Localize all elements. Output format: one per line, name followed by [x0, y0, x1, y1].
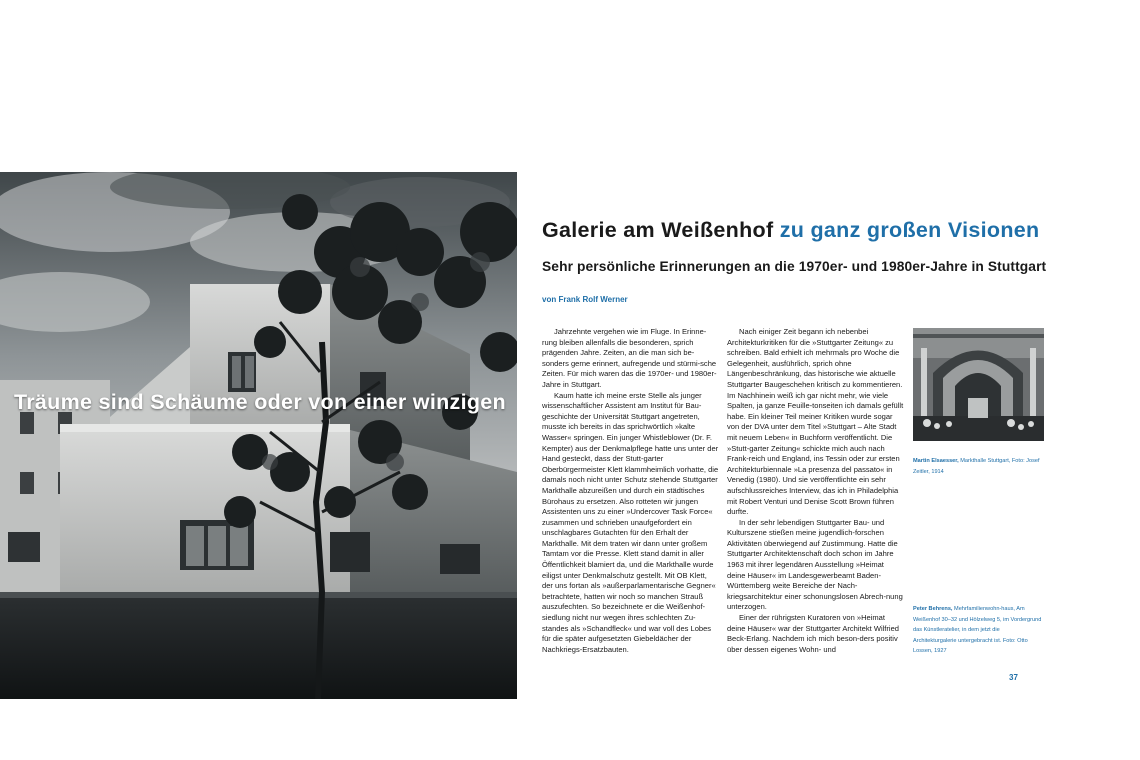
caption-architect: Peter Behrens,: [913, 606, 953, 612]
paragraph: Nach einiger Zeit begann ich nebenbei Architekturkritiken für die »Stuttgarter Zeitung« zu schreiben. Bald erhielt ich mehrmals pro Woche die Gelegenheit, ausführlich, sprich ohne Längenbeschränkung, das historische wie aktuelle Stuttgarter Baugeschehen kritisch zu kommentieren. Im Nachhinein weiß ich gar nicht mehr, wie viele Spalten, ja ganze Feuille-tonseiten ich damals gefüllt habe. Ein kleiner Teil meiner Kritiken wurde sogar von der DVA unter dem Titel »Stuttgart – Alte Stadt mit neuem Leben« in Buchform veröffentlicht. Die »Stutt-garter Zeitung« schickte mich auch nach Frank-reich und England, ins Tessin oder zur ersten Architekturbiennale »La presenza del passato« in Venedig (1980). Und sie veröffentlichte ein sehr aufschlussreiches Interview, das ich in Philadelphia mit Robert Venturi und Denise Scott Brown führen durfte.: [727, 327, 904, 517]
paragraph: Kaum hatte ich meine erste Stelle als junger wissenschaftlicher Assistent am Institut für Bau-geschichte der Universität Stuttgart angetreten, musste ich bereits in das sprichwörtlich »kalte Wasser« springen. Ein junger Whistleblower (Dr. F. Kempter) aus der Denkmalpflege hatte uns unter der Hand gesteckt, dass der Stutt-garter Oberbürgermeister Klett klammheimlich vorhatte, die damals noch nicht unter Schutz stehende Stuttgarter Markthalle abzureißen und durch ein städtisches Bürohaus zu ersetzen. Also rotteten wir jungen Assistenten uns zu einer »Undercover Task Force« zusammen und schrieben unaufgefordert ein unschlagbares Gutachten für den Erhalt der Markthalle. Mit dem traten wir dann unter großem Tamtam vor die Presse. Klett stand damit in aller Öffentlichkeit blamiert da, und die Markthalle wurde eiligst unter Denkmalschutz gestellt. Mit OB Klett, der uns fortan als »außerparlamentarische Gegner« betrachtete, hatten wir noch so manchen Strauß auszufechten. So bezeichnete er die Weißenhof-siedlung nicht nur wegen ihres schlechten Zu-standes als »Schandfleck« und war voll des Lobes für die später aufgesetzten Giebeldächer der Nachkriegs-Ersatzbauten.: [542, 390, 719, 654]
building-photo-illustration: [0, 172, 517, 699]
caption-architect: Martin Elsaesser,: [913, 458, 959, 464]
headline-right-accent: zu ganz großen Visionen: [779, 218, 1040, 242]
author-byline: von Frank Rolf Werner: [542, 295, 628, 304]
caption-behrens: [913, 604, 1043, 657]
weissenhof-photo: [0, 172, 517, 699]
article-subtitle: Sehr persönliche Erinnerungen an die 1970er- und 1980er-Jahre in Stuttgart: [542, 259, 1047, 274]
headline-left-part: Träume sind Schäume oder von einer winzigen: [14, 390, 506, 414]
caption-markthalle: [913, 456, 1043, 477]
caption-text: Markthalle Stuttgart, Foto: Josef Zeitler, 1914: [913, 458, 1040, 475]
paragraph: In der sehr lebendigen Stuttgarter Bau- und Kulturszene stießen meine jugendlich-forschen Aktivitäten überwiegend auf Zustimmung. Hatte die Stuttgarter Architektenschaft doch schon im Jahre 1963 mit ihrer legendären Ausstellung »Heimat deine Häuser« im Landesgewerbeamt Baden-Württemberg weite Bereiche der Nach-kriegsarchitektur einer schonungslosen Abrech-nung unterzogen.: [727, 517, 903, 612]
caption-text: Mehrfamilienwohn-haus, Am Weißenhof 30–32 und Hölzelweg 5, im Vordergrund das Künstleratelier, in dem jetzt die Architekturgalerie untergebracht ist. Foto: Otto Lossen, 1927: [913, 606, 1042, 655]
text-column-1: [542, 327, 719, 655]
markthalle-illustration: [913, 328, 1044, 441]
paragraph: Jahrzehnte vergehen wie im Fluge. In Erinne-rung bleiben allenfalls die besonderen, sprich prägenden Jahre. Zeiten, an die man sich be-sonders gerne erinnert, aufregende und stürmi-sche Zeiten. Für mich waren das die 1970er- und 1980er-Jahre in Stuttgart.: [542, 327, 717, 389]
headline-right-plain: Galerie am Weißenhof: [542, 218, 774, 242]
text-column-2: [727, 327, 904, 655]
page-number: 37: [1009, 673, 1018, 682]
markthalle-photo: [913, 328, 1044, 441]
paragraph: Einer der rührigsten Kuratoren von »Heimat deine Häuser« war der Stuttgarter Architekt Wilfried Beck-Erlang. Nachdem ich mich beson-ders positiv über dessen eigenes Wohn- und: [727, 613, 899, 654]
headline-right-part: [542, 218, 1039, 243]
